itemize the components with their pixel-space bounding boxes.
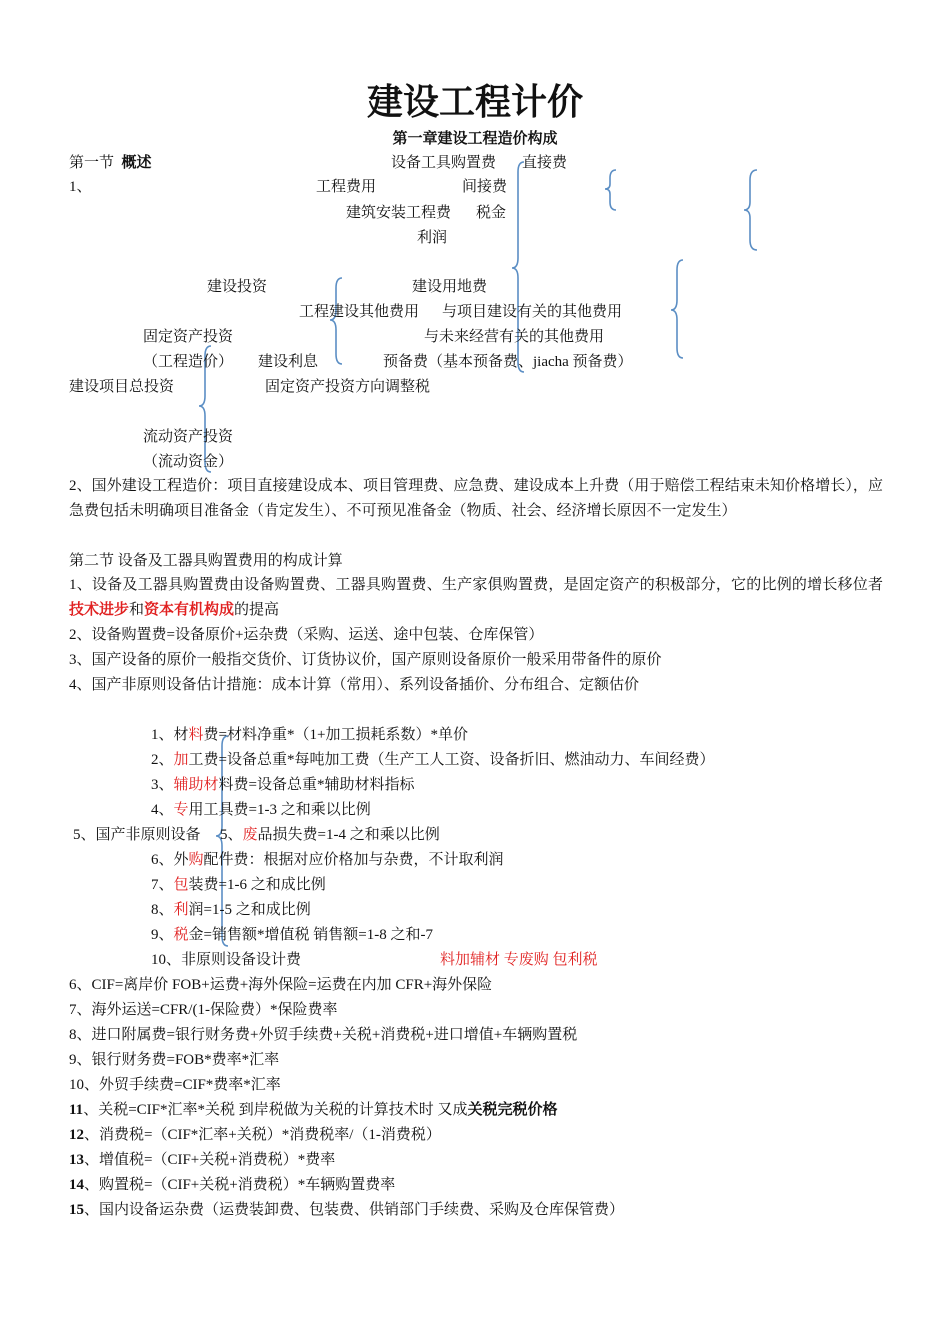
nonstd-item-10: 10、非原则设备设计费 bbox=[151, 952, 302, 968]
nonstd-item-2: 2、加工费=设备总重*每吨加工费（生产工人工资、设备折旧、燃油动力、车间经费） bbox=[151, 752, 715, 768]
nonstd-item-1: 1、材料费=材料净重*（1+加工损耗系数）*单价 bbox=[151, 727, 468, 743]
section1-heading: 第一节 概述 bbox=[69, 155, 152, 171]
nonstd-item-6: 6、外购配件费：根据对应价格加与杂费，不计取利润 bbox=[151, 852, 504, 868]
nonstd-item-9: 9、税金=销售额*增值税 销售额=1-8 之和-7 bbox=[151, 927, 433, 943]
s2-p14: 14、购置税=（CIF+关税+消费税）*车辆购置费率 bbox=[69, 1177, 396, 1193]
total-invest: 建设项目总投资 bbox=[69, 379, 175, 395]
project-other-cost: 与项目建设有关的其他费用 bbox=[442, 304, 623, 320]
s2-p8: 8、进口附属费=银行财务费+外贸手续费+关税+消费税+进口增值+车辆购置税 bbox=[69, 1027, 578, 1043]
nonstd-label: 5、国产非原则设备 bbox=[73, 827, 201, 843]
brace-direct-indirect bbox=[744, 170, 757, 250]
nonstd-item-4: 4、专用工具费=1-3 之和乘以比例 bbox=[151, 802, 371, 818]
nonstd-item-3: 3、辅助材料费=设备总重*辅助材料指标 bbox=[151, 777, 415, 793]
s2-p11: 11、关税=CIF*汇率*关税 到岸税做为关税的计算技术时 又成关税完税价格 bbox=[69, 1102, 558, 1118]
s2-p1: 1、设备及工器具购置费由设备购置费、工器具购置费、生产家俱购置费，是固定资产的积极部分，它的比例的增长移位者技术进步和资本有机构成的提高 bbox=[69, 577, 883, 618]
s2-p7: 7、海外运送=CFR/(1-保险费）*保险费率 bbox=[69, 1002, 338, 1018]
eng-price: （工程造价） bbox=[143, 354, 234, 370]
build-install-cost: 建筑安装工程费 bbox=[346, 205, 452, 221]
s2-p9: 9、银行财务费=FOB*费率*汇率 bbox=[69, 1052, 280, 1068]
s2-p6: 6、CIF=离岸价 FOB+运费+海外保险=运费在内加 CFR+海外保险 bbox=[69, 977, 493, 993]
profit: 利润 bbox=[417, 230, 448, 246]
fixed-asset-invest: 固定资产投资 bbox=[143, 329, 234, 345]
direct-cost: 直接费 bbox=[522, 155, 568, 171]
s2-p3: 3、国产设备的原价一般指交货价、订货协议价，国产原则设备原价一般采用带备件的原价 bbox=[69, 652, 662, 668]
construct-invest: 建设投资 bbox=[207, 279, 268, 295]
item2-paragraph: 2、国外建设工程造价：项目直接建设成本、项目管理费、应急费、建设成本上升费（用于赔偿工程结束未知价格增长），应急费包括未明确项目准备金（肯定发生）、不可预见准备金（物质、社会、经济增长原因不一定发生） bbox=[69, 478, 883, 519]
nonstd-item-7: 7、包装费=1-6 之和成比例 bbox=[151, 877, 326, 893]
construct-interest: 建设利息 bbox=[258, 354, 319, 370]
section2-heading: 第二节 设备及工器具购置费用的构成计算 bbox=[69, 553, 343, 569]
liquid-invest: 流动资产投资 bbox=[143, 429, 234, 445]
indirect-cost: 间接费 bbox=[462, 179, 508, 195]
chapter-heading: 第一章建设工程造价构成 bbox=[392, 131, 558, 147]
direction-tax: 固定资产投资方向调整税 bbox=[265, 379, 431, 395]
s2-p12: 12、消费税=（CIF*汇率+关税）*消费税率/（1-消费税） bbox=[69, 1127, 441, 1143]
s2-p4: 4、国产非原则设备估计措施：成本计算（常用）、系列设备插价、分布组合、定额估价 bbox=[69, 677, 640, 693]
item1-number: 1、 bbox=[69, 179, 92, 195]
nonstd-item-5: 5、废品损失费=1-4 之和乘以比例 bbox=[220, 827, 440, 843]
s2-p10: 10、外贸手续费=CIF*费率*汇率 bbox=[69, 1077, 281, 1093]
tax: 税金 bbox=[476, 205, 507, 221]
s2-p13: 13、增值税=（CIF+关税+消费税）*费率 bbox=[69, 1152, 336, 1168]
s2-p2: 2、设备购置费=设备原价+运杂费（采购、运送、途中包装、仓库保管） bbox=[69, 627, 544, 643]
mnemonic: 料加辅材 专废购 包利税 bbox=[440, 952, 598, 968]
s2-p15: 15、国内设备运杂费（运费装卸费、包装费、供销部门手续费、采购及仓库保管费） bbox=[69, 1202, 625, 1218]
land-cost: 建设用地费 bbox=[412, 279, 488, 295]
other-cost: 工程建设其他费用 bbox=[299, 304, 420, 320]
reserve-cost: 预备费（基本预备费、jiacha 预备费） bbox=[383, 354, 633, 370]
eng-cost: 工程费用 bbox=[316, 179, 377, 195]
page-title: 建设工程计价 bbox=[366, 82, 583, 122]
future-other-cost: 与未来经营有关的其他费用 bbox=[424, 329, 605, 345]
brace-other-cost bbox=[671, 260, 683, 358]
equip-cost: 设备工具购置费 bbox=[391, 155, 497, 171]
brace-direct-cost bbox=[605, 170, 616, 210]
nonstd-item-8: 8、利润=1-5 之和成比例 bbox=[151, 902, 311, 918]
liquid-fund: （流动资金） bbox=[143, 454, 234, 470]
